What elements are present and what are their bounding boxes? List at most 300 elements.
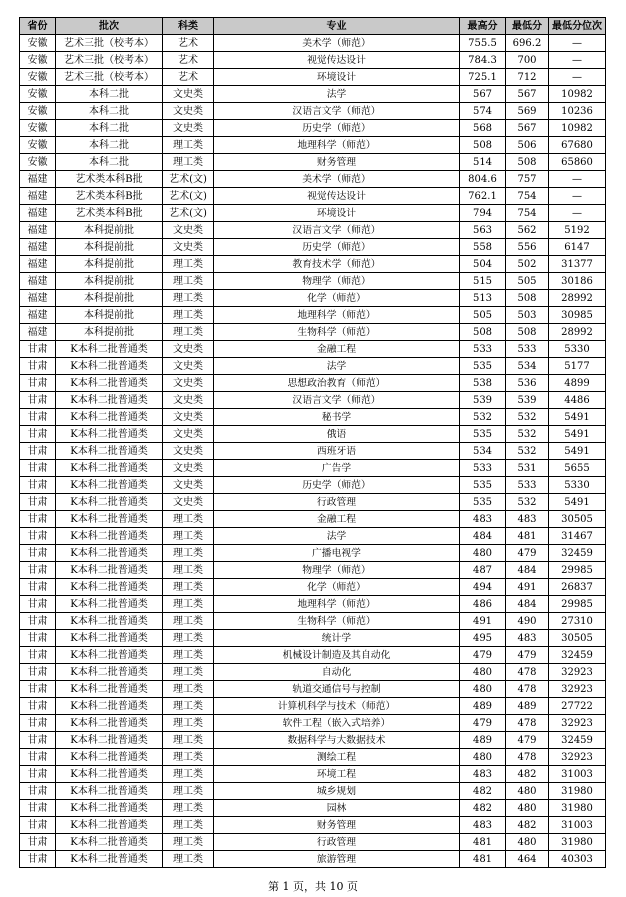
min-rank-cell: 31003 [549,817,606,834]
batch-cell: K本科二批普通类 [56,341,163,358]
table-row [20,613,606,630]
max-score-cell: 486 [460,596,506,613]
max-score-cell: 533 [460,341,506,358]
min-rank-cell: 32459 [549,647,606,664]
province-cell: 甘肃 [20,647,56,664]
max-score-cell: 483 [460,817,506,834]
batch-cell: 艺术三批（校考本） [56,69,163,86]
min-rank-cell: — [549,35,606,52]
subject-category-cell: 理工类 [163,749,214,766]
batch-cell: 本科二批 [56,154,163,171]
major-cell: 化学（师范） [214,290,460,307]
province-cell: 甘肃 [20,375,56,392]
major-cell: 财务管理 [214,154,460,171]
major-cell: 地理科学（师范） [214,307,460,324]
province-cell: 福建 [20,273,56,290]
subject-category-cell: 文史类 [163,375,214,392]
subject-category-cell: 文史类 [163,460,214,477]
table-row [20,749,606,766]
batch-cell: K本科二批普通类 [56,562,163,579]
batch-cell: K本科二批普通类 [56,511,163,528]
subject-category-cell: 文史类 [163,477,214,494]
min-rank-cell: 40303 [549,851,606,868]
batch-cell: K本科二批普通类 [56,817,163,834]
province-cell: 安徽 [20,137,56,154]
batch-cell: 艺术类本科B批 [56,171,163,188]
batch-cell: K本科二批普通类 [56,732,163,749]
min-score-cell: 533 [506,477,549,494]
batch-cell: K本科二批普通类 [56,834,163,851]
min-rank-cell: 32923 [549,664,606,681]
min-rank-cell: — [549,205,606,222]
min-score-cell: 700 [506,52,549,69]
max-score-cell: 480 [460,749,506,766]
province-cell: 福建 [20,324,56,341]
min-rank-cell: 28992 [549,324,606,341]
batch-cell: K本科二批普通类 [56,698,163,715]
major-cell: 美术学（师范） [214,35,460,52]
max-score-cell: 794 [460,205,506,222]
table-row [20,562,606,579]
min-rank-cell: 30505 [549,511,606,528]
subject-category-cell: 理工类 [163,596,214,613]
min-score-cell: 503 [506,307,549,324]
province-cell: 福建 [20,256,56,273]
table-row [20,205,606,222]
max-score-cell: 494 [460,579,506,596]
major-cell: 法学 [214,528,460,545]
major-cell: 测绘工程 [214,749,460,766]
subject-category-cell: 文史类 [163,222,214,239]
table-row [20,358,606,375]
province-cell: 甘肃 [20,681,56,698]
header-subject-category: 科类 [163,18,214,35]
min-score-cell: 480 [506,834,549,851]
batch-cell: 本科提前批 [56,290,163,307]
batch-cell: 本科提前批 [56,307,163,324]
max-score-cell: 539 [460,392,506,409]
province-cell: 甘肃 [20,851,56,868]
table-row [20,35,606,52]
min-score-cell: 506 [506,137,549,154]
table-row [20,545,606,562]
batch-cell: K本科二批普通类 [56,715,163,732]
table-row [20,477,606,494]
subject-category-cell: 理工类 [163,783,214,800]
min-rank-cell: 27722 [549,698,606,715]
min-score-cell: 562 [506,222,549,239]
max-score-cell: 755.5 [460,35,506,52]
min-rank-cell: 10982 [549,120,606,137]
subject-category-cell: 文史类 [163,409,214,426]
batch-cell: 本科提前批 [56,324,163,341]
table-row [20,52,606,69]
major-cell: 物理学（师范） [214,273,460,290]
min-score-cell: 696.2 [506,35,549,52]
major-cell: 教育技术学（师范） [214,256,460,273]
min-rank-cell: 10236 [549,103,606,120]
min-score-cell: 534 [506,358,549,375]
min-rank-cell: 32923 [549,749,606,766]
province-cell: 安徽 [20,86,56,103]
province-cell: 福建 [20,171,56,188]
table-row [20,630,606,647]
subject-category-cell: 理工类 [163,273,214,290]
min-rank-cell: 30985 [549,307,606,324]
min-score-cell: 532 [506,426,549,443]
table-row [20,324,606,341]
table-row [20,851,606,868]
batch-cell: K本科二批普通类 [56,375,163,392]
subject-category-cell: 艺术 [163,52,214,69]
max-score-cell: 784.3 [460,52,506,69]
table-row [20,766,606,783]
max-score-cell: 480 [460,681,506,698]
province-cell: 安徽 [20,69,56,86]
province-cell: 福建 [20,205,56,222]
min-score-cell: 712 [506,69,549,86]
batch-cell: K本科二批普通类 [56,426,163,443]
min-score-cell: 508 [506,324,549,341]
subject-category-cell: 文史类 [163,392,214,409]
min-rank-cell: 4486 [549,392,606,409]
province-cell: 甘肃 [20,630,56,647]
min-rank-cell: 31980 [549,800,606,817]
batch-cell: K本科二批普通类 [56,681,163,698]
max-score-cell: 513 [460,290,506,307]
max-score-cell: 480 [460,664,506,681]
subject-category-cell: 文史类 [163,86,214,103]
table-row [20,256,606,273]
subject-category-cell: 艺术(文) [163,171,214,188]
table-row [20,69,606,86]
major-cell: 秘书学 [214,409,460,426]
subject-category-cell: 理工类 [163,137,214,154]
subject-category-cell: 理工类 [163,817,214,834]
min-rank-cell: 29985 [549,596,606,613]
major-cell: 法学 [214,358,460,375]
min-rank-cell: — [549,52,606,69]
header-min-rank: 最低分位次 [549,18,606,35]
major-cell: 轨道交通信号与控制 [214,681,460,698]
province-cell: 甘肃 [20,443,56,460]
min-score-cell: 532 [506,409,549,426]
max-score-cell: 484 [460,528,506,545]
province-cell: 甘肃 [20,477,56,494]
min-rank-cell: 32459 [549,732,606,749]
province-cell: 甘肃 [20,800,56,817]
province-cell: 安徽 [20,103,56,120]
batch-cell: K本科二批普通类 [56,630,163,647]
major-cell: 城乡规划 [214,783,460,800]
max-score-cell: 489 [460,698,506,715]
max-score-cell: 533 [460,460,506,477]
min-rank-cell: 5491 [549,494,606,511]
subject-category-cell: 理工类 [163,579,214,596]
subject-category-cell: 艺术(文) [163,188,214,205]
subject-category-cell: 文史类 [163,103,214,120]
min-rank-cell: 6147 [549,239,606,256]
province-cell: 甘肃 [20,511,56,528]
province-cell: 甘肃 [20,392,56,409]
subject-category-cell: 理工类 [163,851,214,868]
min-score-cell: 479 [506,647,549,664]
max-score-cell: 487 [460,562,506,579]
province-cell: 福建 [20,307,56,324]
min-rank-cell: 5655 [549,460,606,477]
table-row [20,137,606,154]
min-score-cell: 490 [506,613,549,630]
major-cell: 环境工程 [214,766,460,783]
min-score-cell: 464 [506,851,549,868]
table-row [20,528,606,545]
min-score-cell: 478 [506,715,549,732]
min-rank-cell: 5177 [549,358,606,375]
subject-category-cell: 文史类 [163,358,214,375]
min-rank-cell: 31003 [549,766,606,783]
batch-cell: K本科二批普通类 [56,766,163,783]
major-cell: 法学 [214,86,460,103]
subject-category-cell: 理工类 [163,528,214,545]
min-rank-cell: 31377 [549,256,606,273]
min-score-cell: 484 [506,596,549,613]
min-rank-cell: 10982 [549,86,606,103]
batch-cell: 本科二批 [56,103,163,120]
province-cell: 甘肃 [20,426,56,443]
min-rank-cell: 30186 [549,273,606,290]
subject-category-cell: 理工类 [163,154,214,171]
major-cell: 物理学（师范） [214,562,460,579]
min-score-cell: 480 [506,783,549,800]
major-cell: 西班牙语 [214,443,460,460]
major-cell: 自动化 [214,664,460,681]
min-rank-cell: 5330 [549,341,606,358]
min-rank-cell: — [549,188,606,205]
province-cell: 甘肃 [20,766,56,783]
table-row [20,596,606,613]
major-cell: 广播电视学 [214,545,460,562]
table-row [20,273,606,290]
max-score-cell: 508 [460,137,506,154]
batch-cell: K本科二批普通类 [56,851,163,868]
subject-category-cell: 艺术(文) [163,205,214,222]
major-cell: 地理科学（师范） [214,596,460,613]
max-score-cell: 568 [460,120,506,137]
major-cell: 计算机科学与技术（师范） [214,698,460,715]
province-cell: 福建 [20,188,56,205]
page-footer: 第 1 页，共 10 页 [268,880,358,893]
max-score-cell: 558 [460,239,506,256]
min-score-cell: 481 [506,528,549,545]
min-score-cell: 754 [506,205,549,222]
max-score-cell: 482 [460,783,506,800]
major-cell: 行政管理 [214,494,460,511]
major-cell: 历史学（师范） [214,120,460,137]
batch-cell: K本科二批普通类 [56,613,163,630]
min-rank-cell: 31980 [549,834,606,851]
batch-cell: K本科二批普通类 [56,596,163,613]
batch-cell: 本科提前批 [56,256,163,273]
major-cell: 生物科学（师范） [214,324,460,341]
table-row [20,392,606,409]
max-score-cell: 804.6 [460,171,506,188]
min-score-cell: 482 [506,817,549,834]
min-score-cell: 483 [506,511,549,528]
table-row [20,681,606,698]
major-cell: 汉语言文学（师范） [214,392,460,409]
province-cell: 安徽 [20,35,56,52]
major-cell: 汉语言文学（师范） [214,222,460,239]
major-cell: 历史学（师范） [214,477,460,494]
min-rank-cell: 5491 [549,426,606,443]
batch-cell: 艺术类本科B批 [56,188,163,205]
table-row [20,783,606,800]
max-score-cell: 534 [460,443,506,460]
subject-category-cell: 文史类 [163,120,214,137]
table-row [20,171,606,188]
min-score-cell: 754 [506,188,549,205]
batch-cell: 艺术类本科B批 [56,205,163,222]
max-score-cell: 725.1 [460,69,506,86]
max-score-cell: 481 [460,851,506,868]
batch-cell: 本科提前批 [56,239,163,256]
header-min-score: 最低分 [506,18,549,35]
batch-cell: K本科二批普通类 [56,579,163,596]
province-cell: 甘肃 [20,562,56,579]
max-score-cell: 514 [460,154,506,171]
min-rank-cell: 32459 [549,545,606,562]
min-rank-cell: 5491 [549,443,606,460]
batch-cell: K本科二批普通类 [56,443,163,460]
subject-category-cell: 艺术 [163,35,214,52]
table-row [20,715,606,732]
min-score-cell: 567 [506,86,549,103]
table-row [20,800,606,817]
min-score-cell: 502 [506,256,549,273]
table-row [20,460,606,477]
major-cell: 园林 [214,800,460,817]
header-max-score: 最高分 [460,18,506,35]
table-row [20,239,606,256]
min-rank-cell: 32923 [549,681,606,698]
subject-category-cell: 理工类 [163,647,214,664]
table-row [20,511,606,528]
min-rank-cell: 30505 [549,630,606,647]
min-score-cell: 556 [506,239,549,256]
subject-category-cell: 理工类 [163,766,214,783]
table-row [20,188,606,205]
major-cell: 软件工程（嵌入式培养） [214,715,460,732]
min-rank-cell: 32923 [549,715,606,732]
max-score-cell: 574 [460,103,506,120]
province-cell: 甘肃 [20,834,56,851]
subject-category-cell: 理工类 [163,324,214,341]
table-row [20,103,606,120]
table-row [20,86,606,103]
min-score-cell: 536 [506,375,549,392]
subject-category-cell: 理工类 [163,664,214,681]
table-row [20,443,606,460]
max-score-cell: 495 [460,630,506,647]
major-cell: 思想政治教育（师范） [214,375,460,392]
batch-cell: K本科二批普通类 [56,664,163,681]
min-score-cell: 531 [506,460,549,477]
subject-category-cell: 文史类 [163,426,214,443]
major-cell: 化学（师范） [214,579,460,596]
subject-category-cell: 理工类 [163,698,214,715]
table-header-row [20,18,606,35]
province-cell: 甘肃 [20,579,56,596]
subject-category-cell: 文史类 [163,494,214,511]
min-rank-cell: 27310 [549,613,606,630]
table-body [20,35,606,868]
major-cell: 俄语 [214,426,460,443]
major-cell: 环境设计 [214,69,460,86]
min-score-cell: 478 [506,664,549,681]
subject-category-cell: 文史类 [163,443,214,460]
max-score-cell: 482 [460,800,506,817]
province-cell: 甘肃 [20,494,56,511]
max-score-cell: 762.1 [460,188,506,205]
batch-cell: K本科二批普通类 [56,477,163,494]
max-score-cell: 480 [460,545,506,562]
min-rank-cell: 31467 [549,528,606,545]
subject-category-cell: 理工类 [163,715,214,732]
major-cell: 生物科学（师范） [214,613,460,630]
max-score-cell: 508 [460,324,506,341]
province-cell: 福建 [20,222,56,239]
table-row [20,120,606,137]
min-rank-cell: 4899 [549,375,606,392]
min-score-cell: 539 [506,392,549,409]
min-rank-cell: — [549,171,606,188]
major-cell: 机械设计制造及其自动化 [214,647,460,664]
major-cell: 金融工程 [214,511,460,528]
province-cell: 甘肃 [20,341,56,358]
province-cell: 福建 [20,290,56,307]
major-cell: 视觉传达设计 [214,52,460,69]
max-score-cell: 535 [460,358,506,375]
subject-category-cell: 文史类 [163,341,214,358]
batch-cell: 本科提前批 [56,222,163,239]
batch-cell: K本科二批普通类 [56,358,163,375]
major-cell: 财务管理 [214,817,460,834]
subject-category-cell: 艺术 [163,69,214,86]
max-score-cell: 483 [460,766,506,783]
province-cell: 甘肃 [20,817,56,834]
max-score-cell: 563 [460,222,506,239]
table-row [20,834,606,851]
min-score-cell: 508 [506,290,549,307]
min-score-cell: 508 [506,154,549,171]
min-score-cell: 567 [506,120,549,137]
min-rank-cell: 5192 [549,222,606,239]
major-cell: 行政管理 [214,834,460,851]
min-score-cell: 478 [506,749,549,766]
header-province: 省份 [20,18,56,35]
table-row [20,426,606,443]
province-cell: 甘肃 [20,783,56,800]
min-score-cell: 483 [506,630,549,647]
min-score-cell: 484 [506,562,549,579]
min-rank-cell: — [549,69,606,86]
table-row [20,664,606,681]
batch-cell: K本科二批普通类 [56,460,163,477]
province-cell: 甘肃 [20,732,56,749]
subject-category-cell: 理工类 [163,681,214,698]
admission-scores-table [19,17,606,868]
province-cell: 安徽 [20,52,56,69]
